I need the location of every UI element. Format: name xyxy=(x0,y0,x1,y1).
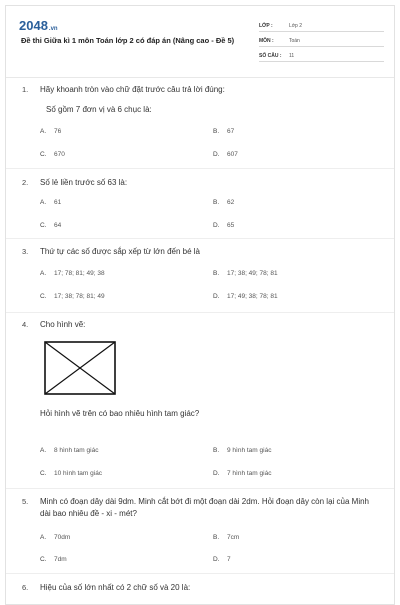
option-c[interactable]: C. 17; 38; 78; 81; 49 xyxy=(40,293,105,300)
meta-key: SỐ CÂU : xyxy=(259,53,282,59)
option-d[interactable]: D. 65 xyxy=(213,222,235,229)
question-divider xyxy=(6,312,395,313)
question-number: 4. xyxy=(22,320,29,329)
question-text: Cho hình vẽ: xyxy=(40,320,86,329)
question-text: Hiệu của số lớn nhất có 2 chữ số và 20 là: xyxy=(40,583,191,592)
option-c[interactable]: C. 7dm xyxy=(40,556,67,563)
meta-value: Lớp 2 xyxy=(289,23,303,29)
option-a[interactable]: A. 61 xyxy=(40,199,62,206)
meta-value: 11 xyxy=(289,53,295,59)
question-divider xyxy=(6,488,395,489)
option-a[interactable]: A. 70dm xyxy=(40,534,71,541)
option-b[interactable]: B. 67 xyxy=(213,128,235,135)
option-c[interactable]: C. 10 hình tam giác xyxy=(40,470,103,477)
meta-key: MÔN : xyxy=(259,38,274,44)
question-subtext: Hỏi hình vẽ trên có bao nhiêu hình tam giác? xyxy=(40,409,200,418)
question-number: 3. xyxy=(22,247,29,256)
meta-row-count xyxy=(259,49,384,62)
option-b[interactable]: B. 9 hình tam giác xyxy=(213,447,272,454)
option-a[interactable]: A. 17; 78; 81; 49; 38 xyxy=(40,270,105,277)
question-subtext: Số gồm 7 đơn vị và 6 chục là: xyxy=(46,105,152,114)
question-text: Thứ tự các số được sắp xếp từ lớn đến bé là xyxy=(40,247,200,256)
exam-page xyxy=(5,5,395,605)
exam-header xyxy=(6,6,394,78)
option-c[interactable]: C. 64 xyxy=(40,222,62,229)
meta-value: Toán xyxy=(289,38,300,44)
meta-key: LỚP : xyxy=(259,23,273,29)
option-d[interactable]: D. 607 xyxy=(213,151,238,158)
question-number: 6. xyxy=(22,583,29,592)
question-divider xyxy=(6,168,395,169)
question-text: Hãy khoanh tròn vào chữ đặt trước câu trả lời đúng: xyxy=(40,85,225,94)
option-b[interactable]: B. 7cm xyxy=(213,534,240,541)
site-logo[interactable]: 2048.vn xyxy=(19,18,58,33)
option-b[interactable]: B. 62 xyxy=(213,199,235,206)
question-text: Số lẻ liền trước số 63 là: xyxy=(40,178,128,187)
option-d[interactable]: D. 17; 49; 38; 78; 81 xyxy=(213,293,278,300)
option-a[interactable]: A. 8 hình tam giác xyxy=(40,447,99,454)
option-b[interactable]: B. 17; 38; 49; 78; 81 xyxy=(213,270,278,277)
question-divider xyxy=(6,238,395,239)
option-c[interactable]: C. 670 xyxy=(40,151,65,158)
question-number: 5. xyxy=(22,497,29,506)
rectangle-diagonals-figure xyxy=(44,341,116,395)
question-divider xyxy=(6,573,395,574)
option-d[interactable]: D. 7 xyxy=(213,556,231,563)
option-d[interactable]: D. 7 hình tam giác xyxy=(213,470,272,477)
exam-meta xyxy=(259,19,384,64)
option-a[interactable]: A. 76 xyxy=(40,128,62,135)
exam-title: Đề thi Giữa kì 1 môn Toán lớp 2 có đáp án (Nâng cao - Đề 5) xyxy=(21,36,235,45)
question-number: 2. xyxy=(22,178,29,187)
meta-row-class xyxy=(259,19,384,32)
question-text: Minh có đoạn dây dài 9dm. Minh cắt bớt đi một đoạn dài 2dm. Hỏi đoạn dây còn lại của Minh dài bao nhiêu đề - xi - mét? xyxy=(40,497,369,518)
meta-row-subject xyxy=(259,34,384,47)
question-number: 1. xyxy=(22,85,29,94)
